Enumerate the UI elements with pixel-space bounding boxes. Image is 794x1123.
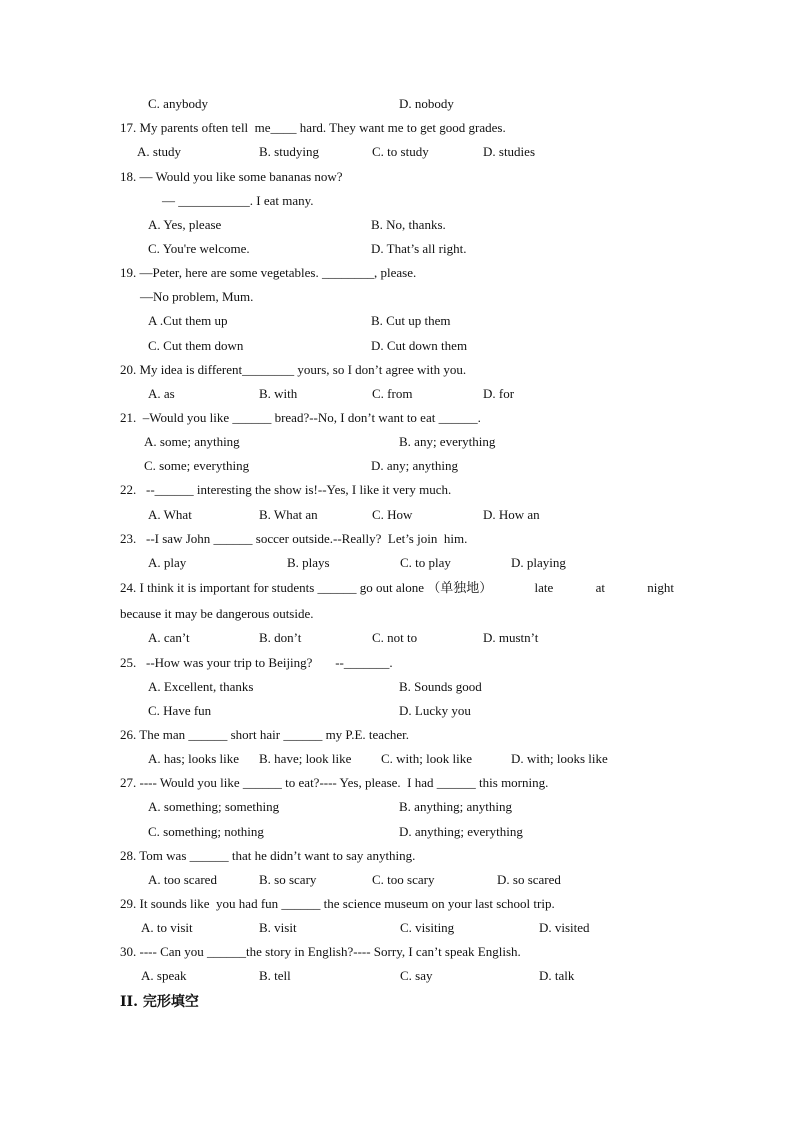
q20-option-a[interactable]: A. as [148, 386, 175, 401]
q25-stem: 25. --How was your trip to Beijing? --_______. [120, 655, 393, 670]
q23-option-c[interactable]: C. to play [400, 555, 451, 570]
q28-option-c[interactable]: C. too scary [372, 872, 435, 887]
q27-stem: 27. ---- Would you like ______ to eat?---- Yes, please. I had ______ this morning. [120, 775, 549, 790]
q29-option-d[interactable]: D. visited [539, 920, 590, 935]
q18-option-b[interactable]: B. No, thanks. [371, 217, 446, 232]
q24-stem-text: 24. I think it is important for students ______ go out alone （单独地） [120, 580, 493, 595]
q24-option-a[interactable]: A. can’t [148, 630, 190, 645]
q27-option-c[interactable]: C. something; nothing [148, 824, 264, 839]
q29-option-b[interactable]: B. visit [259, 920, 297, 935]
q24-stem-continued: because it may be dangerous outside. [120, 606, 314, 621]
q23-option-b[interactable]: B. plays [287, 555, 330, 570]
q23-option-a[interactable]: A. play [148, 555, 187, 570]
section-heading-cloze: II. 完形填空 [120, 994, 199, 1010]
q24-option-c[interactable]: C. not to [372, 630, 418, 645]
q20-option-d[interactable]: D. for [483, 386, 515, 401]
q22-option-b[interactable]: B. What an [259, 507, 318, 522]
q19-stem: 19. —Peter, here are some vegetables. ________, please. [120, 265, 417, 280]
q30-option-a[interactable]: A. speak [141, 968, 187, 983]
q16-option-d[interactable]: D. nobody [399, 96, 454, 111]
q17-option-d[interactable]: D. studies [483, 144, 535, 159]
q19-option-d[interactable]: D. Cut down them [371, 338, 468, 353]
q23-stem: 23. --I saw John ______ soccer outside.--Really? Let’s join him. [120, 531, 468, 546]
q20-option-c[interactable]: C. from [372, 386, 413, 401]
q25-option-b[interactable]: B. Sounds good [399, 679, 482, 694]
q21-option-c[interactable]: C. some; everything [144, 458, 250, 473]
q17-option-b[interactable]: B. studying [259, 144, 319, 159]
q17-stem: 17. My parents often tell me____ hard. They want me to get good grades. [120, 120, 506, 135]
q28-option-a[interactable]: A. too scared [148, 872, 217, 887]
q26-option-a[interactable]: A. has; looks like [148, 751, 239, 766]
q18-stem-reply: — ___________. I eat many. [162, 193, 314, 208]
q25-option-c[interactable]: C. Have fun [148, 703, 212, 718]
q20-option-b[interactable]: B. with [259, 386, 298, 401]
q28-option-d[interactable]: D. so scared [497, 872, 561, 887]
q26-option-d[interactable]: D. with; looks like [511, 751, 608, 766]
q29-option-c[interactable]: C. visiting [400, 920, 455, 935]
q25-option-d[interactable]: D. Lucky you [399, 703, 471, 718]
q27-option-a[interactable]: A. something; something [148, 799, 280, 814]
q18-stem: 18. — Would you like some bananas now? [120, 169, 343, 184]
q24-stem-word: late [534, 580, 554, 595]
q26-option-b[interactable]: B. have; look like [259, 751, 352, 766]
q19-option-b[interactable]: B. Cut up them [371, 313, 451, 328]
q22-stem: 22. --______ interesting the show is!--Yes, I like it very much. [120, 482, 452, 497]
q26-stem: 26. The man ______ short hair ______ my P.E. teacher. [120, 727, 409, 742]
q25-option-a[interactable]: A. Excellent, thanks [148, 679, 254, 694]
q30-option-d[interactable]: D. talk [539, 968, 575, 983]
q20-stem: 20. My idea is different________ yours, so I don’t agree with you. [120, 362, 467, 377]
q24-stem [120, 580, 674, 596]
q21-option-d[interactable]: D. any; anything [371, 458, 459, 473]
q24-stem-word: night [647, 580, 674, 595]
q16-option-c[interactable]: C. anybody [148, 96, 208, 111]
q28-option-b[interactable]: B. so scary [259, 872, 317, 887]
q30-stem: 30. ---- Can you ______the story in English?---- Sorry, I can’t speak English. [120, 944, 521, 959]
q18-option-c[interactable]: C. You're welcome. [148, 241, 250, 256]
q23-option-d[interactable]: D. playing [511, 555, 566, 570]
q19-option-c[interactable]: C. Cut them down [148, 338, 244, 353]
q19-option-a[interactable]: A .Cut them up [148, 313, 228, 328]
q27-option-b[interactable]: B. anything; anything [399, 799, 513, 814]
q22-option-a[interactable]: A. What [148, 507, 192, 522]
q29-stem: 29. It sounds like you had fun ______ the science museum on your last school trip. [120, 896, 555, 911]
q27-option-d[interactable]: D. anything; everything [399, 824, 523, 839]
q21-option-a[interactable]: A. some; anything [144, 434, 240, 449]
q24-stem-word: at [595, 580, 605, 595]
q17-option-a[interactable]: A. study [137, 144, 182, 159]
q24-option-b[interactable]: B. don’t [259, 630, 302, 645]
q17-option-c[interactable]: C. to study [372, 144, 429, 159]
q29-option-a[interactable]: A. to visit [141, 920, 193, 935]
q21-option-b[interactable]: B. any; everything [399, 434, 496, 449]
q24-option-d[interactable]: D. mustn’t [483, 630, 539, 645]
q18-option-d[interactable]: D. That’s all right. [371, 241, 467, 256]
q30-option-c[interactable]: C. say [400, 968, 433, 983]
q30-option-b[interactable]: B. tell [259, 968, 291, 983]
q21-stem: 21. –Would you like ______ bread?--No, I don’t want to eat ______. [120, 410, 481, 425]
q28-stem: 28. Tom was ______ that he didn’t want to say anything. [120, 848, 416, 863]
q22-option-c[interactable]: C. How [372, 507, 413, 522]
q22-option-d[interactable]: D. How an [483, 507, 540, 522]
q26-option-c[interactable]: C. with; look like [381, 751, 472, 766]
q18-option-a[interactable]: A. Yes, please [148, 217, 222, 232]
q19-stem-reply: —No problem, Mum. [140, 289, 254, 304]
